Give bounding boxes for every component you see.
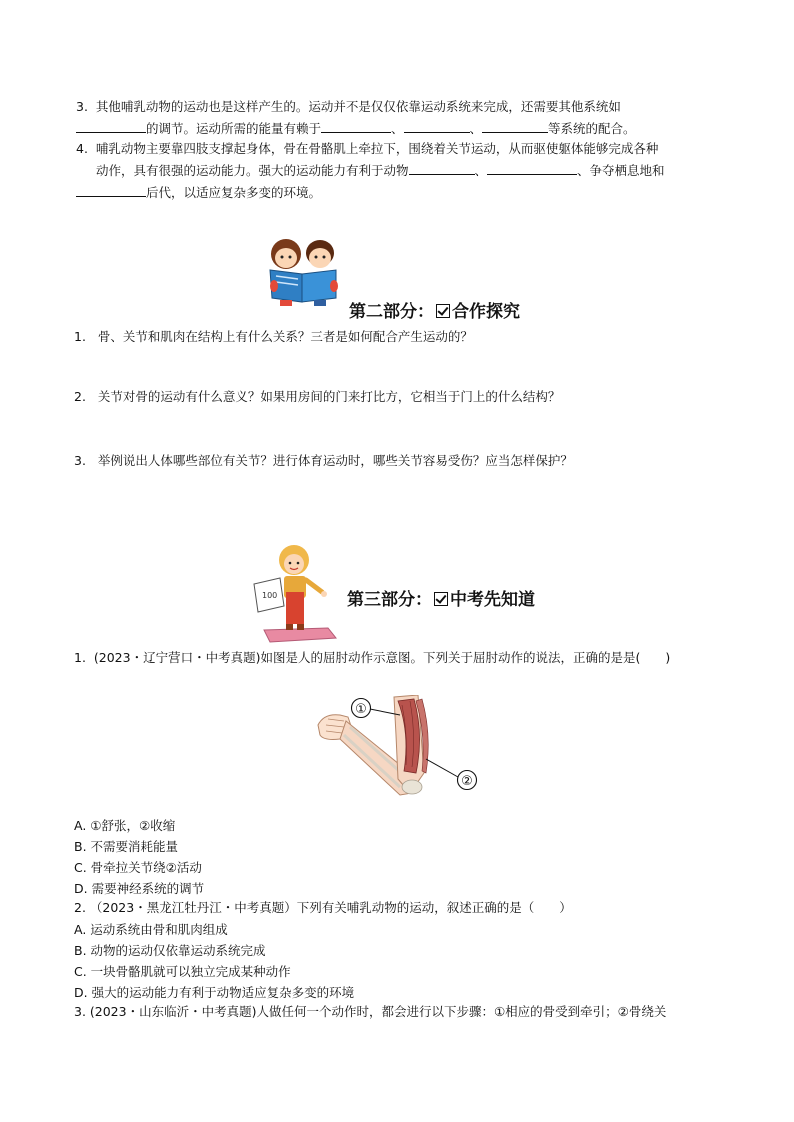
part2-q3 — [74, 451, 573, 471]
q-number: 1. — [74, 650, 86, 665]
q2-options — [74, 919, 354, 1003]
arm-flexion-figure — [314, 695, 484, 801]
q-number: 3. — [74, 453, 86, 468]
part3-q3: 3. (2023・山东临沂・中考真题)人做任何一个动作时，都会进行以下步骤：①相应的骨受到牵引；②骨绕关 — [74, 1004, 667, 1019]
q4-text-a: 哺乳动物主要靠四肢支撑起身体，骨在骨骼肌上牵拉下，围绕着关节运动，从而驱使躯体能够完成各种 — [95, 141, 659, 156]
q-number: 2. — [74, 389, 86, 404]
checkbox-icon — [436, 304, 450, 318]
question-text: 骨、关节和肌肉在结构上有什么关系？三者是如何配合产生运动的？ — [97, 329, 473, 344]
kids-reading-illustration — [266, 236, 342, 308]
answer-blank[interactable] — [321, 118, 391, 133]
q4-text-b: 动作，具有很强的运动能力。强大的运动能力有利于动物 — [96, 163, 409, 178]
option-c[interactable]: C. 一块骨骼肌就可以独立完成某种动作 — [74, 964, 291, 979]
q3-number: 3. — [76, 99, 88, 114]
option-d[interactable]: D. 强大的运动能力有利于动物适应复杂多变的环境 — [74, 985, 355, 1000]
q-number: 1. — [74, 329, 86, 344]
answer-blank[interactable] — [487, 160, 577, 175]
separator: 、 — [391, 121, 404, 136]
q1-options — [74, 815, 204, 899]
question-text: (2023・辽宁营口・中考真题)如图是人的屈肘动作示意图。下列关于屈肘动作的说法，正确的是是( ) — [93, 650, 671, 665]
answer-blank[interactable] — [482, 118, 548, 133]
q4-text-c: 后代，以适应复杂多变的环境。 — [146, 185, 322, 200]
part2-q2 — [74, 387, 560, 407]
part2-title-prefix: 第二部分： — [349, 302, 434, 322]
q4-line3 — [76, 182, 321, 203]
q3-text-a: 其他哺乳动物的运动也是这样产生的。运动并不是仅仅依靠运动系统来完成，还需要其他系统如 — [95, 99, 621, 114]
option-d[interactable]: D. 需要神经系统的调节 — [74, 881, 205, 896]
figure-label-2: ② — [461, 774, 473, 789]
option-a[interactable]: A. ①舒张，②收缩 — [74, 818, 176, 833]
q4-line1 — [76, 139, 658, 159]
kid-with-test-illustration — [246, 540, 342, 646]
q4-number: 4. — [76, 141, 88, 156]
checkbox-icon — [434, 592, 448, 606]
answer-blank[interactable] — [409, 160, 475, 175]
answer-blank[interactable] — [76, 118, 146, 133]
part2-q1 — [74, 327, 473, 347]
option-b[interactable]: B. 动物的运动仅依靠运动系统完成 — [74, 943, 266, 958]
option-c[interactable]: C. 骨牵拉关节绕②活动 — [74, 860, 202, 875]
option-a[interactable]: A. 运动系统由骨和肌肉组成 — [74, 922, 228, 937]
part3-q2: 2. （2023・黑龙江牡丹江・中考真题）下列有关哺乳动物的运动，叙述正确的是（ ） — [74, 900, 572, 915]
part3-title — [347, 585, 535, 610]
answer-blank[interactable] — [76, 182, 146, 197]
q4-line2 — [96, 160, 665, 181]
question-text: 关节对骨的运动有什么意义？如果用房间的门来打比方，它相当于门上的什么结构？ — [97, 389, 561, 404]
separator: 、 — [474, 163, 488, 178]
part3-q1 — [74, 648, 670, 668]
figure-label-1: ① — [355, 702, 367, 717]
q3-text-c: 等系统的配合。 — [548, 121, 636, 136]
question-text: 举例说出人体哪些部位有关节？进行体育运动时，哪些关节容易受伤？应当怎样保护？ — [97, 453, 573, 468]
separator: 、争夺栖息地和 — [577, 163, 665, 178]
option-b[interactable]: B. 不需要消耗能量 — [74, 839, 179, 854]
q3-line1 — [76, 97, 621, 117]
part3-title-prefix: 第三部分： — [347, 590, 432, 610]
q3-line2 — [76, 118, 636, 139]
separator: 、 — [469, 121, 483, 136]
part2-title-text: 合作探究 — [452, 302, 520, 322]
part2-title — [349, 297, 520, 322]
q3-text-b: 的调节。运动所需的能量有赖于 — [146, 121, 322, 136]
part3-title-text: 中考先知道 — [450, 590, 535, 610]
svg-text:100: 100 — [262, 591, 278, 600]
answer-blank[interactable] — [404, 118, 470, 133]
